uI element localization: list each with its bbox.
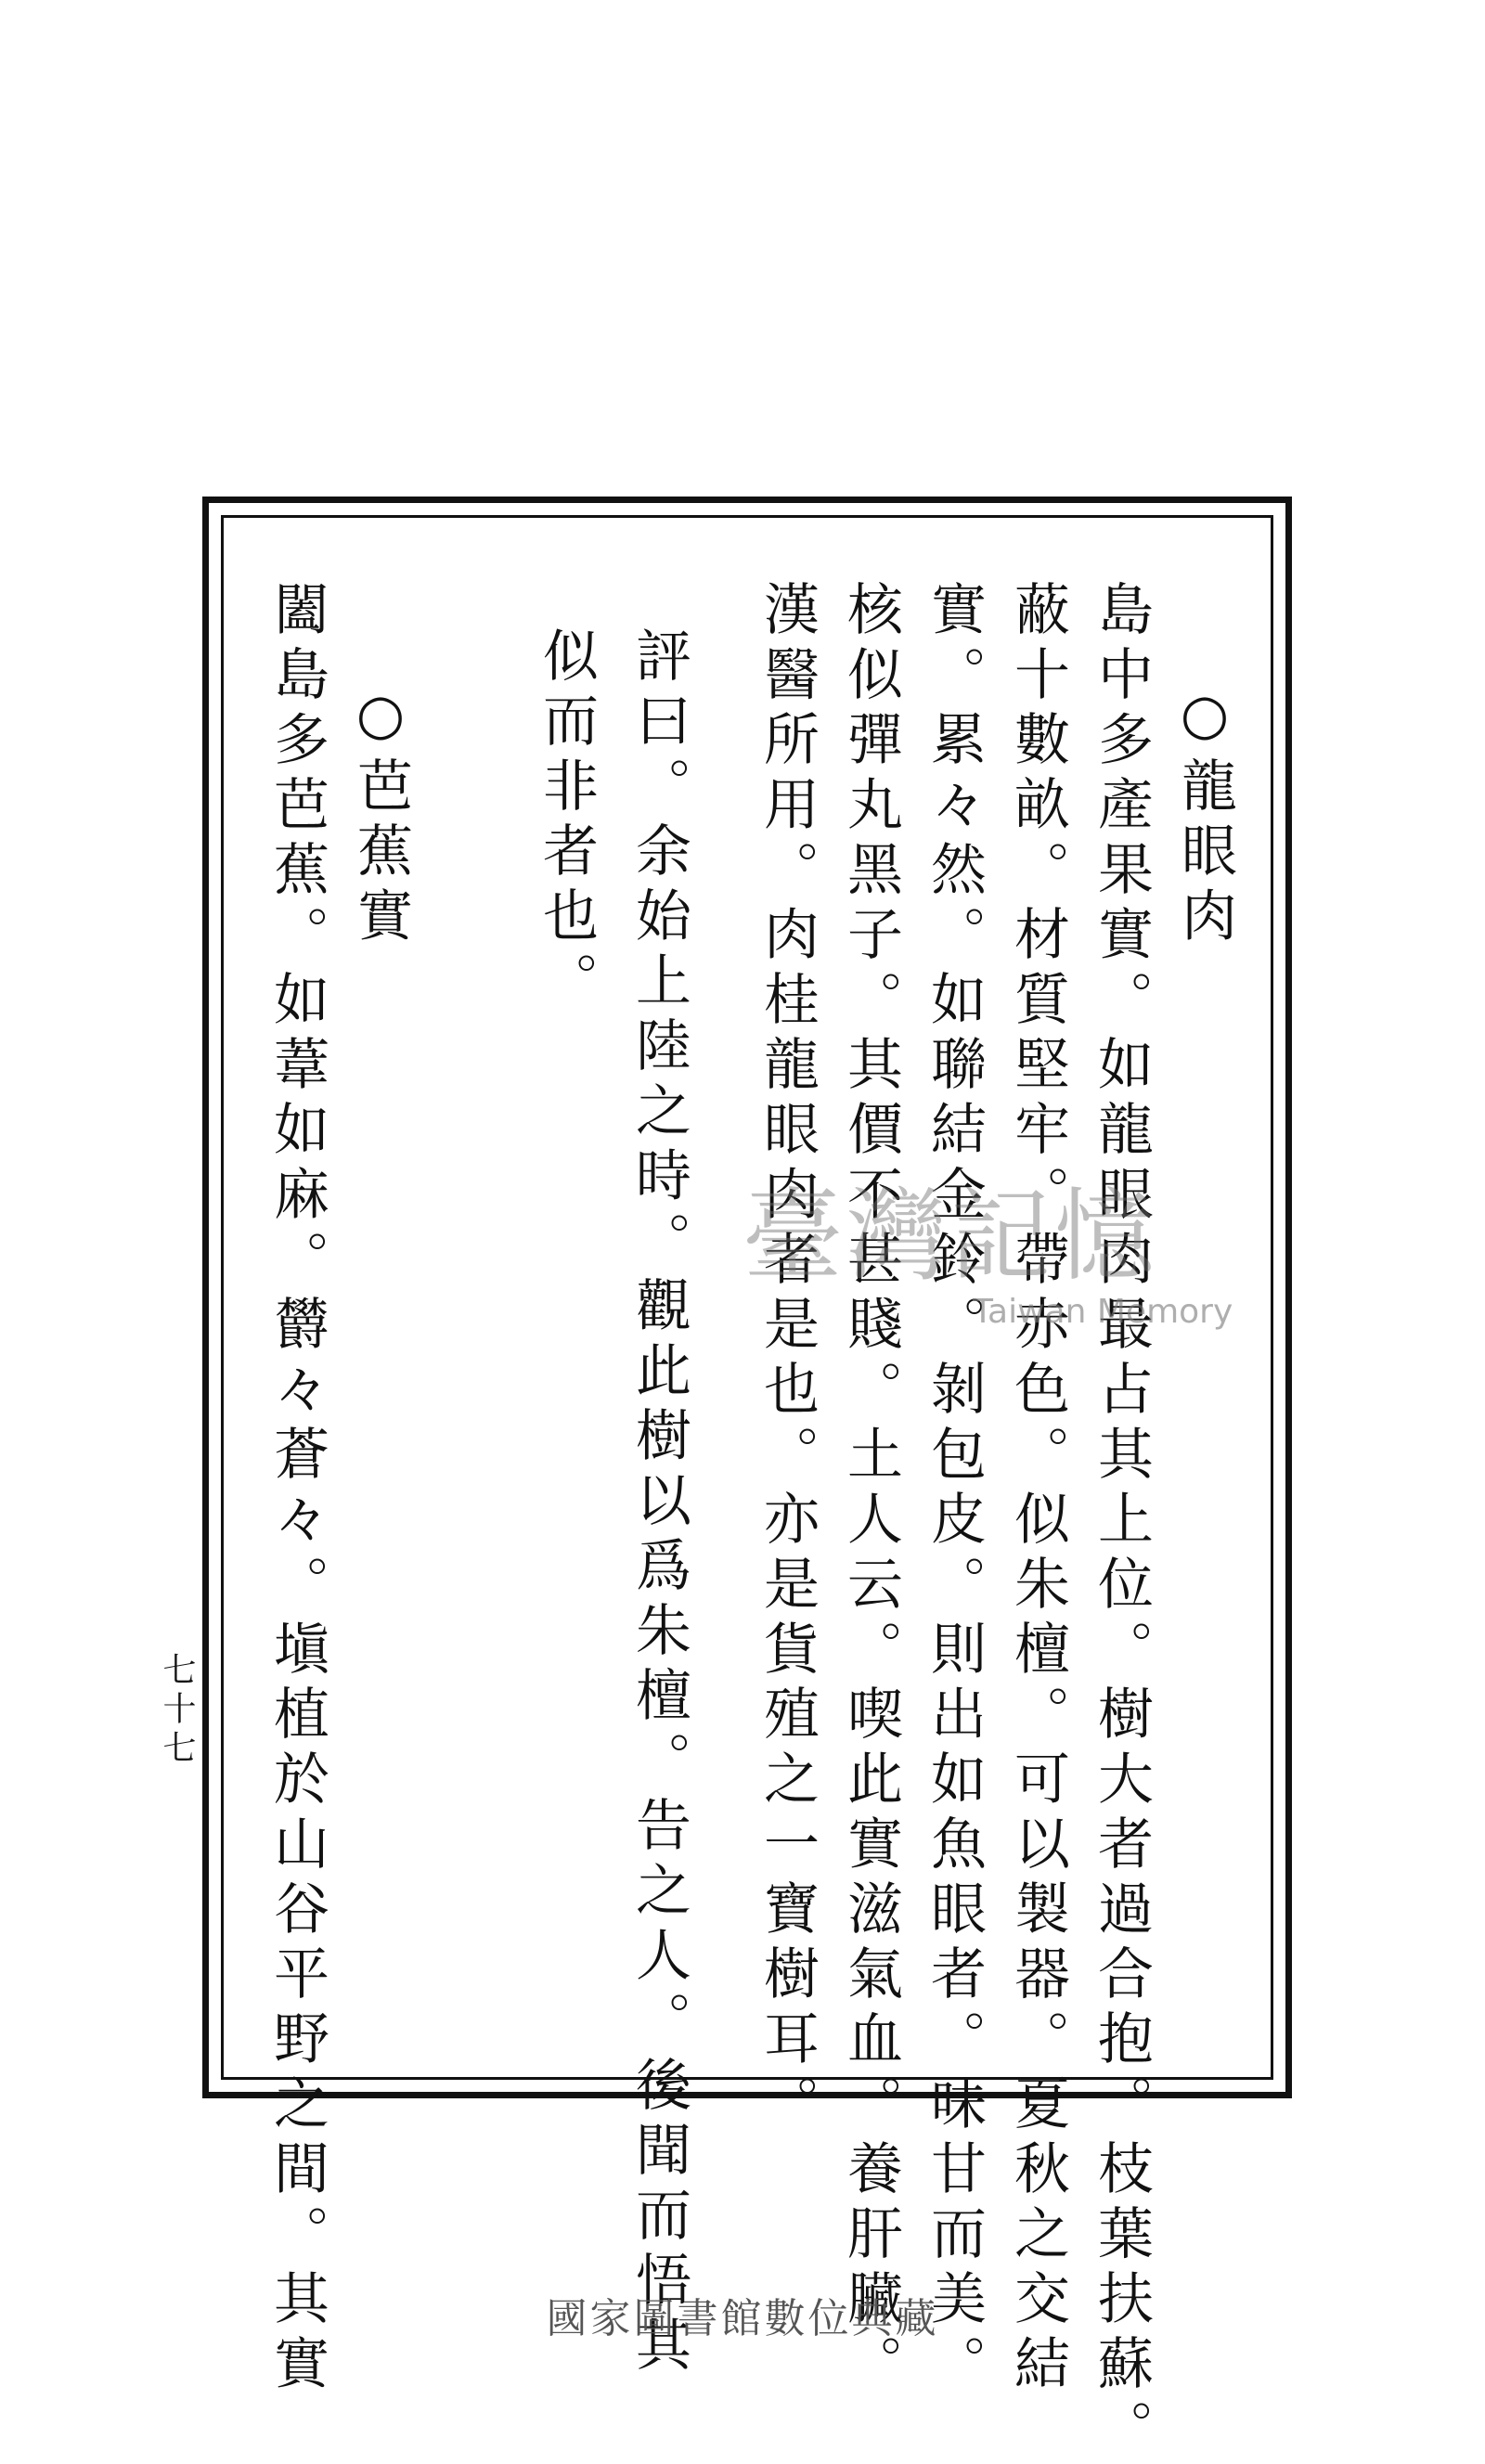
watermark-chinese: 臺灣記憶 <box>742 1179 1159 1295</box>
commentary-column-1: 評曰。余始上陸之時。觀此樹以爲朱檀。告之人。後聞而悟其 <box>626 626 691 2380</box>
text-column-3: 實。累々然。如聯結金鈴。剝包皮。則出如魚眼者。味甘而美。 <box>922 580 987 2399</box>
text-column-2: 蔽十數畝。材質堅牢。帶赤色。似朱檀。可以製器。夏秋之交結 <box>1005 580 1070 2399</box>
text-column-4: 核似彈丸黑子。其價不甚賤。土人云。喫此實滋氣血。養肝臟。 <box>838 580 903 2399</box>
text-column-5: 漢醫所用。肉桂龍眼肉者是也。亦是貨殖之一寶樹耳。 <box>755 580 820 2139</box>
heading-longan: ○龍眼肉 <box>1172 682 1237 951</box>
heading-banana: ○芭蕉實 <box>348 682 413 951</box>
commentary-column-2: 似而非者也。 <box>534 626 599 1016</box>
page-number: 七十七 <box>158 1652 196 1769</box>
text-column-banana: 闔島多芭蕉。如葦如麻。欝々蒼々。塡植於山谷平野之間。其實 <box>265 580 329 2399</box>
footer-caption: 國家圖書館數位典藏 <box>546 2295 939 2342</box>
text-column-1: 島中多產果實。如龍眼肉最占其上位。樹大者過合抱。枝葉扶蘇。 <box>1089 580 1154 2464</box>
watermark-english: Taiwan Memory <box>973 1293 1233 1331</box>
